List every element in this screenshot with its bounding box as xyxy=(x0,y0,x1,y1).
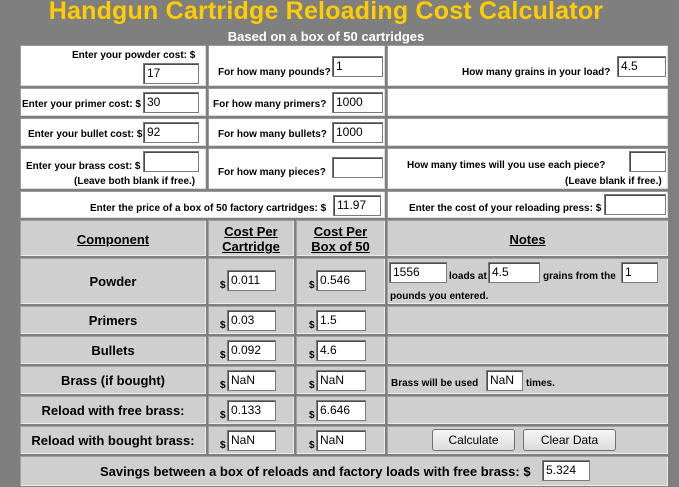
col-component: Component xyxy=(76,232,150,247)
row-free-brass-notes-cell xyxy=(386,395,669,425)
col-per-box-line2: Box of 50 xyxy=(311,239,370,254)
row-powder-label-cell xyxy=(19,257,207,305)
brass-used-suffix: times. xyxy=(526,378,555,389)
empty-cell-r3 xyxy=(386,117,669,147)
row-brass-label: Brass (if bought) xyxy=(61,373,165,388)
row-primers-per-cartridge-cell xyxy=(207,305,295,335)
brass-cost-input[interactable] xyxy=(143,151,199,172)
currency-sign: $ xyxy=(309,320,315,331)
times-cell xyxy=(386,147,669,190)
bullets-per-cartridge-field[interactable]: 0.092 xyxy=(227,340,276,361)
powder-grains-field[interactable]: 4.5 xyxy=(488,262,540,283)
bullets-per-box-field[interactable]: 4.6 xyxy=(316,340,366,361)
row-free-brass-per-cartridge-cell xyxy=(207,395,295,425)
pieces-label: For how many pieces? xyxy=(218,167,326,178)
powder-loads-at-text: loads at xyxy=(449,271,487,282)
factory-price-label: Enter the price of a box of 50 factory cartridges: $ xyxy=(90,203,327,214)
row-brass-per-box-cell xyxy=(295,365,386,395)
bullets-cell xyxy=(207,117,386,147)
empty-cell-r2 xyxy=(386,87,669,117)
page-title: Handgun Cartridge Reloading Cost Calculator xyxy=(48,0,604,25)
currency-sign: $ xyxy=(220,440,226,451)
primers-cell xyxy=(207,87,386,117)
savings-label: Savings between a box of reloads and factory loads with free brass: $ xyxy=(100,464,531,479)
brass-cost-cell xyxy=(19,147,207,190)
row-primers-per-box-cell xyxy=(295,305,386,335)
bought-brass-per-cartridge-field[interactable]: NaN xyxy=(227,430,276,451)
primer-cost-label: Enter your primer cost: $ xyxy=(22,99,141,110)
col-per-cartridge-line1: Cost Per xyxy=(224,224,278,239)
savings-cell xyxy=(19,455,669,487)
powder-grains-from-text: grains from the xyxy=(543,271,616,282)
row-bullets-per-cartridge-cell xyxy=(207,335,295,365)
currency-sign: $ xyxy=(220,280,226,291)
brass-used-times-field[interactable]: NaN xyxy=(486,370,523,391)
row-primers-notes-cell xyxy=(386,305,669,335)
pounds-cell xyxy=(207,44,386,87)
row-brass-label-cell xyxy=(19,365,207,395)
bullet-cost-label: Enter your bullet cost: $ xyxy=(28,129,143,140)
col-per-box-line1: Cost Per xyxy=(313,224,368,239)
header-per-cartridge-cell xyxy=(207,219,295,257)
row-bought-brass-label: Reload with bought brass: xyxy=(31,433,195,448)
brass-per-box-field[interactable]: NaN xyxy=(316,370,366,391)
brass-cost-note: (Leave both blank if free.) xyxy=(74,176,196,187)
primers-per-box-field[interactable]: 1.5 xyxy=(316,310,366,331)
row-bullets-label: Bullets xyxy=(91,343,135,358)
clear-data-button[interactable]: Clear Data xyxy=(523,429,616,451)
col-notes: Notes xyxy=(509,232,546,247)
currency-sign: $ xyxy=(309,410,315,421)
bullet-cost-input[interactable]: 92 xyxy=(143,122,199,143)
powder-cost-label: Enter your powder cost: $ xyxy=(72,50,196,61)
factory-price-cell xyxy=(19,190,386,219)
currency-sign: $ xyxy=(220,350,226,361)
currency-sign: $ xyxy=(220,410,226,421)
row-primers-label: Primers xyxy=(88,313,138,328)
header-component-cell xyxy=(19,219,207,257)
row-brass-notes-cell xyxy=(386,365,669,395)
row-powder-per-box-cell xyxy=(295,257,386,305)
bought-brass-per-box-field[interactable]: NaN xyxy=(316,430,366,451)
row-bought-brass-per-box-cell xyxy=(295,425,386,455)
currency-sign: $ xyxy=(220,380,226,391)
times-note: (Leave blank if free.) xyxy=(565,176,662,187)
grains-label: How many grains in your load? xyxy=(462,67,611,78)
row-bought-brass-notes-cell xyxy=(386,425,669,455)
row-brass-per-cartridge-cell xyxy=(207,365,295,395)
powder-pounds-field[interactable]: 1 xyxy=(621,262,658,283)
row-bought-brass-label-cell xyxy=(19,425,207,455)
grains-input[interactable]: 4.5 xyxy=(617,56,666,77)
powder-cost-input[interactable]: 17 xyxy=(143,63,199,84)
primers-label: For how many primers? xyxy=(213,99,327,110)
powder-per-cartridge-field[interactable]: 0.011 xyxy=(227,270,276,291)
currency-sign: $ xyxy=(309,350,315,361)
bullet-cost-cell xyxy=(19,117,207,147)
row-bullets-notes-cell xyxy=(386,335,669,365)
bullets-label: For how many bullets? xyxy=(218,129,327,140)
row-powder-per-cartridge-cell xyxy=(207,257,295,305)
row-primers-label-cell xyxy=(19,305,207,335)
row-free-brass-label: Reload with free brass: xyxy=(41,403,185,418)
grains-cell xyxy=(386,44,669,87)
row-powder-notes-cell xyxy=(386,257,669,305)
free-brass-per-box-field[interactable]: 6.646 xyxy=(316,400,366,421)
primer-cost-cell xyxy=(19,87,207,117)
pieces-input[interactable] xyxy=(332,157,383,178)
factory-price-input[interactable]: 11.97 xyxy=(333,195,381,216)
pounds-input[interactable]: 1 xyxy=(332,56,383,77)
brass-cost-label: Enter your brass cost: $ xyxy=(26,161,141,172)
currency-sign: $ xyxy=(309,380,315,391)
primers-input[interactable]: 1000 xyxy=(332,92,383,113)
press-cost-label: Enter the cost of your reloading press: $ xyxy=(409,203,602,214)
powder-cost-cell xyxy=(19,44,207,87)
header-per-box-cell xyxy=(295,219,386,257)
powder-pounds-entered-text: pounds you entered. xyxy=(390,291,489,302)
row-bought-brass-per-cartridge-cell xyxy=(207,425,295,455)
brass-per-cartridge-field[interactable]: NaN xyxy=(227,370,276,391)
times-label: How many times will you use each piece? xyxy=(407,160,606,171)
row-bullets-label-cell xyxy=(19,335,207,365)
primer-cost-input[interactable]: 30 xyxy=(143,92,199,113)
currency-sign: $ xyxy=(220,320,226,331)
calculate-button[interactable]: Calculate xyxy=(432,429,515,451)
row-powder-label: Powder xyxy=(89,274,137,289)
savings-field[interactable]: 5.324 xyxy=(542,460,590,481)
header-notes-cell xyxy=(386,219,669,257)
brass-used-prefix: Brass will be used xyxy=(391,378,479,389)
currency-sign: $ xyxy=(309,440,315,451)
press-cost-input[interactable] xyxy=(604,194,666,215)
powder-per-box-field[interactable]: 0.546 xyxy=(316,270,366,291)
times-input[interactable] xyxy=(629,151,666,172)
row-free-brass-per-box-cell xyxy=(295,395,386,425)
primers-per-cartridge-field[interactable]: 0.03 xyxy=(227,310,276,331)
page-subtitle: Based on a box of 50 cartridges xyxy=(227,29,425,44)
press-cost-cell xyxy=(386,190,669,219)
row-bullets-per-box-cell xyxy=(295,335,386,365)
currency-sign: $ xyxy=(309,280,315,291)
pieces-cell xyxy=(207,147,386,190)
pounds-label: For how many pounds? xyxy=(218,67,331,78)
row-free-brass-label-cell xyxy=(19,395,207,425)
bullets-input[interactable]: 1000 xyxy=(332,122,383,143)
col-per-cartridge-line2: Cartridge xyxy=(222,239,280,254)
free-brass-per-cartridge-field[interactable]: 0.133 xyxy=(227,400,276,421)
powder-loads-field[interactable]: 1556 xyxy=(389,262,447,283)
